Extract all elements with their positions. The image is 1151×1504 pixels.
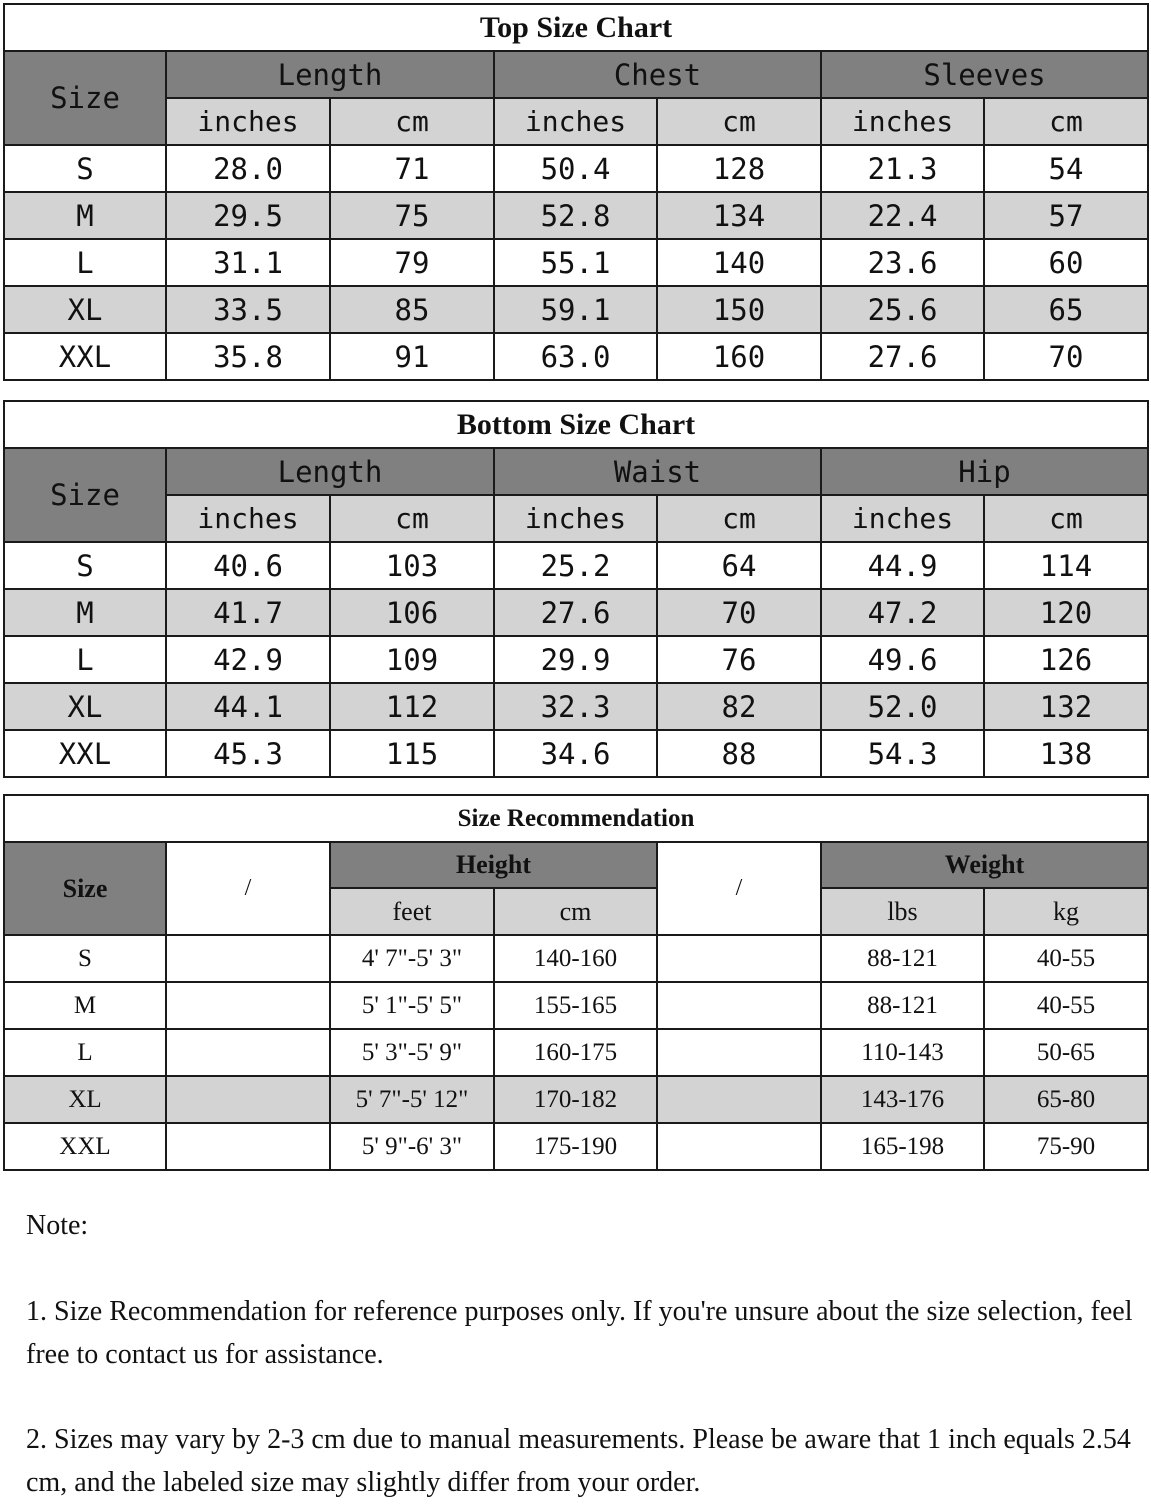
table-row [4, 192, 1148, 239]
size-cell: S [4, 935, 166, 982]
value-cell: 65 [984, 286, 1148, 333]
feet-cell: 5' 3"-5' 9" [330, 1029, 494, 1076]
size-cell: L [4, 636, 166, 683]
value-cell: 150 [657, 286, 821, 333]
value-cell: 49.6 [821, 636, 984, 683]
value-cell: 44.9 [821, 542, 984, 589]
empty-cell [166, 1076, 330, 1123]
value-cell: 70 [984, 333, 1148, 380]
unit-header: feet [330, 888, 494, 935]
table-row [4, 935, 1148, 982]
empty-cell [657, 935, 821, 982]
unit-header: cm [657, 98, 821, 145]
bottom-chart-title: Bottom Size Chart [4, 401, 1148, 448]
value-cell: 54 [984, 145, 1148, 192]
value-cell: 25.2 [494, 542, 657, 589]
notes-section [26, 1204, 1136, 1504]
unit-header: inches [821, 98, 984, 145]
table-row [4, 683, 1148, 730]
value-cell: 112 [330, 683, 494, 730]
value-cell: 29.5 [166, 192, 330, 239]
top-chest-header: Chest [494, 51, 821, 98]
size-cell: S [4, 145, 166, 192]
top-length-header: Length [166, 51, 494, 98]
size-cell: XXL [4, 730, 166, 777]
unit-header: inches [821, 495, 984, 542]
size-cell: XL [4, 286, 166, 333]
value-cell: 34.6 [494, 730, 657, 777]
value-cell: 21.3 [821, 145, 984, 192]
kg-cell: 50-65 [984, 1029, 1148, 1076]
size-cell: M [4, 192, 166, 239]
size-cell: M [4, 589, 166, 636]
empty-cell [657, 1123, 821, 1170]
value-cell: 27.6 [821, 333, 984, 380]
table-row [4, 239, 1148, 286]
value-cell: 109 [330, 636, 494, 683]
value-cell: 82 [657, 683, 821, 730]
unit-header: inches [166, 495, 330, 542]
value-cell: 57 [984, 192, 1148, 239]
recommendation-title: Size Recommendation [4, 795, 1148, 842]
value-cell: 23.6 [821, 239, 984, 286]
value-cell: 126 [984, 636, 1148, 683]
unit-header: cm [657, 495, 821, 542]
unit-header: inches [494, 98, 657, 145]
value-cell: 88 [657, 730, 821, 777]
value-cell: 35.8 [166, 333, 330, 380]
size-cell: XXL [4, 1123, 166, 1170]
reco-size-header: Size [4, 842, 166, 935]
table-row [4, 1029, 1148, 1076]
unit-header: lbs [821, 888, 984, 935]
value-cell: 29.9 [494, 636, 657, 683]
value-cell: 54.3 [821, 730, 984, 777]
note-item-2: 2. Sizes may vary by 2-3 cm due to manual measurements. Please be aware that 1 inch equals 2.54 cm, and the labeled size may slightly differ from your order. [26, 1424, 1131, 1498]
value-cell: 120 [984, 589, 1148, 636]
bottom-size-header: Size [4, 448, 166, 542]
cm-cell: 160-175 [494, 1029, 657, 1076]
value-cell: 27.6 [494, 589, 657, 636]
empty-cell [657, 1029, 821, 1076]
lbs-cell: 165-198 [821, 1123, 984, 1170]
value-cell: 64 [657, 542, 821, 589]
empty-cell [166, 935, 330, 982]
value-cell: 114 [984, 542, 1148, 589]
bottom-hip-header: Hip [821, 448, 1148, 495]
kg-cell: 65-80 [984, 1076, 1148, 1123]
size-cell: XL [4, 1076, 166, 1123]
unit-header: cm [330, 495, 494, 542]
value-cell: 85 [330, 286, 494, 333]
size-cell: M [4, 982, 166, 1029]
bottom-length-header: Length [166, 448, 494, 495]
unit-header: inches [494, 495, 657, 542]
empty-cell [166, 1029, 330, 1076]
value-cell: 140 [657, 239, 821, 286]
table-row [4, 145, 1148, 192]
value-cell: 60 [984, 239, 1148, 286]
feet-cell: 4' 7"-5' 3" [330, 935, 494, 982]
table-row [4, 982, 1148, 1029]
value-cell: 41.7 [166, 589, 330, 636]
cm-cell: 155-165 [494, 982, 657, 1029]
size-cell: L [4, 1029, 166, 1076]
value-cell: 28.0 [166, 145, 330, 192]
value-cell: 103 [330, 542, 494, 589]
cm-cell: 175-190 [494, 1123, 657, 1170]
value-cell: 55.1 [494, 239, 657, 286]
kg-cell: 75-90 [984, 1123, 1148, 1170]
value-cell: 50.4 [494, 145, 657, 192]
value-cell: 128 [657, 145, 821, 192]
empty-cell [166, 1123, 330, 1170]
feet-cell: 5' 1"-5' 5" [330, 982, 494, 1029]
table-row [4, 333, 1148, 380]
note-item-1: 1. Size Recommendation for reference purposes only. If you're unsure about the size selection, feel free to contact us for assistance. [26, 1296, 1133, 1370]
value-cell: 40.6 [166, 542, 330, 589]
value-cell: 31.1 [166, 239, 330, 286]
table-row [4, 286, 1148, 333]
value-cell: 44.1 [166, 683, 330, 730]
table-row [4, 589, 1148, 636]
value-cell: 134 [657, 192, 821, 239]
note-label: Note: [26, 1210, 89, 1241]
cm-cell: 140-160 [494, 935, 657, 982]
bottom-size-chart [3, 400, 1149, 778]
reco-slash-cell: / [166, 842, 330, 935]
value-cell: 76 [657, 636, 821, 683]
value-cell: 22.4 [821, 192, 984, 239]
lbs-cell: 88-121 [821, 982, 984, 1029]
value-cell: 75 [330, 192, 494, 239]
value-cell: 63.0 [494, 333, 657, 380]
value-cell: 91 [330, 333, 494, 380]
size-cell: S [4, 542, 166, 589]
size-cell: XXL [4, 333, 166, 380]
unit-header: cm [330, 98, 494, 145]
value-cell: 138 [984, 730, 1148, 777]
table-row [4, 542, 1148, 589]
value-cell: 25.6 [821, 286, 984, 333]
table-row [4, 730, 1148, 777]
value-cell: 115 [330, 730, 494, 777]
lbs-cell: 88-121 [821, 935, 984, 982]
weight-header: Weight [821, 842, 1148, 888]
top-size-chart [3, 3, 1149, 381]
value-cell: 79 [330, 239, 494, 286]
bottom-waist-header: Waist [494, 448, 821, 495]
value-cell: 106 [330, 589, 494, 636]
lbs-cell: 143-176 [821, 1076, 984, 1123]
lbs-cell: 110-143 [821, 1029, 984, 1076]
size-cell: XL [4, 683, 166, 730]
size-recommendation-chart [3, 794, 1149, 1171]
value-cell: 71 [330, 145, 494, 192]
feet-cell: 5' 7"-5' 12" [330, 1076, 494, 1123]
unit-header: kg [984, 888, 1148, 935]
height-header: Height [330, 842, 657, 888]
size-cell: L [4, 239, 166, 286]
empty-cell [166, 982, 330, 1029]
table-row [4, 1123, 1148, 1170]
empty-cell [657, 982, 821, 1029]
value-cell: 42.9 [166, 636, 330, 683]
unit-header: cm [984, 98, 1148, 145]
unit-header: cm [984, 495, 1148, 542]
table-row [4, 1076, 1148, 1123]
kg-cell: 40-55 [984, 935, 1148, 982]
value-cell: 132 [984, 683, 1148, 730]
value-cell: 160 [657, 333, 821, 380]
top-size-header: Size [4, 51, 166, 145]
unit-header: inches [166, 98, 330, 145]
feet-cell: 5' 9"-6' 3" [330, 1123, 494, 1170]
kg-cell: 40-55 [984, 982, 1148, 1029]
reco-slash-cell: / [657, 842, 821, 935]
value-cell: 32.3 [494, 683, 657, 730]
top-chart-title: Top Size Chart [4, 4, 1148, 51]
value-cell: 59.1 [494, 286, 657, 333]
value-cell: 52.0 [821, 683, 984, 730]
value-cell: 45.3 [166, 730, 330, 777]
value-cell: 70 [657, 589, 821, 636]
value-cell: 33.5 [166, 286, 330, 333]
unit-header: cm [494, 888, 657, 935]
table-row [4, 636, 1148, 683]
value-cell: 47.2 [821, 589, 984, 636]
value-cell: 52.8 [494, 192, 657, 239]
cm-cell: 170-182 [494, 1076, 657, 1123]
top-sleeves-header: Sleeves [821, 51, 1148, 98]
empty-cell [657, 1076, 821, 1123]
